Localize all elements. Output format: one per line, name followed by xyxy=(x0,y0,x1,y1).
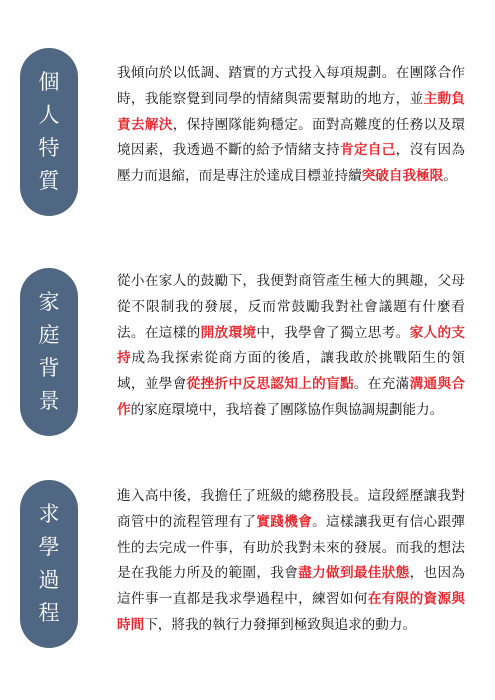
text-segment: ，保持團隊能夠穩定。面對高難度的任務以及環境因素，我透過不斷的給予情緒支持 xyxy=(117,116,465,159)
text-segment: 進入高中後，我擔任了班級的總務股長。這段經歷讓我對商管中的流程管理有了 xyxy=(117,488,465,530)
label-char: 景 xyxy=(38,389,60,413)
highlight-text: 突破自我極限 xyxy=(361,168,444,185)
text-segment: 下，將我的執行力發揮到極致與追求的動力。 xyxy=(144,616,417,633)
text-segment: 的家庭環境中，我培養了團隊協作與協調規劃能力。 xyxy=(130,401,444,418)
text-segment: 成為我探索從商方面的後盾，讓我敢於挑戰陌生的領域，並學會 xyxy=(117,350,466,393)
label-char: 庭 xyxy=(38,323,60,347)
highlight-text: 從挫折中反思認知上的盲點 xyxy=(186,376,354,393)
text-segment: ，也因為這件事一直都是我求學過程中，練習如何 xyxy=(117,565,466,608)
label-char: 過 xyxy=(38,568,60,592)
label-char: 求 xyxy=(38,502,60,526)
text-segment: 。 xyxy=(443,168,457,185)
label-char: 人 xyxy=(38,103,60,127)
paragraph xyxy=(117,484,465,639)
text-segment: ，沒有因為壓力而退縮，而是專注於達成目標並持續 xyxy=(117,142,465,185)
highlight-text: 盡力做到最佳狀態 xyxy=(298,565,410,582)
label-char: 程 xyxy=(38,601,60,625)
label-char: 質 xyxy=(38,169,60,193)
label-pill xyxy=(20,480,78,648)
text-segment: 。這樣讓我更有信心跟彈性的去完成一件事，有助於我對未來的發展。而我的想法是在我能力所及的範圍，我會 xyxy=(117,513,466,582)
text-segment: 。在充滿 xyxy=(353,376,410,393)
text-segment: 從小在家人的鼓勵下，我便對商管產生極大的興趣，父母從不限制我的發展，反而常鼓勵我對社會議題有什麼看法。在這樣的 xyxy=(117,273,465,341)
label-char: 家 xyxy=(38,290,60,314)
label-pill xyxy=(20,48,78,216)
highlight-text: 在有限的資源與時間 xyxy=(117,591,466,633)
highlight-text: 家人的支持 xyxy=(117,324,466,367)
label-char: 學 xyxy=(38,535,60,559)
highlight-text: 主動負責去解決 xyxy=(117,90,466,133)
label-char: 背 xyxy=(38,356,60,380)
label-char: 特 xyxy=(38,136,60,160)
text-segment: 中，我學會了獨立思考。 xyxy=(256,324,410,341)
highlight-text: 溝通與合作 xyxy=(117,376,466,418)
highlight-text: 實踐機會 xyxy=(256,513,313,530)
paragraph xyxy=(117,61,465,190)
label-char: 個 xyxy=(38,70,60,94)
paragraph xyxy=(117,269,465,424)
highlight-text: 開放環境 xyxy=(200,324,257,341)
highlight-text: 肯定自己 xyxy=(339,142,396,159)
text-segment: 我傾向於以低調、踏實的方式投入每項規劃。在團隊合作時，我能察覺到同學的情緒與需要幫助的地方，並 xyxy=(117,65,465,107)
label-pill xyxy=(20,268,78,436)
